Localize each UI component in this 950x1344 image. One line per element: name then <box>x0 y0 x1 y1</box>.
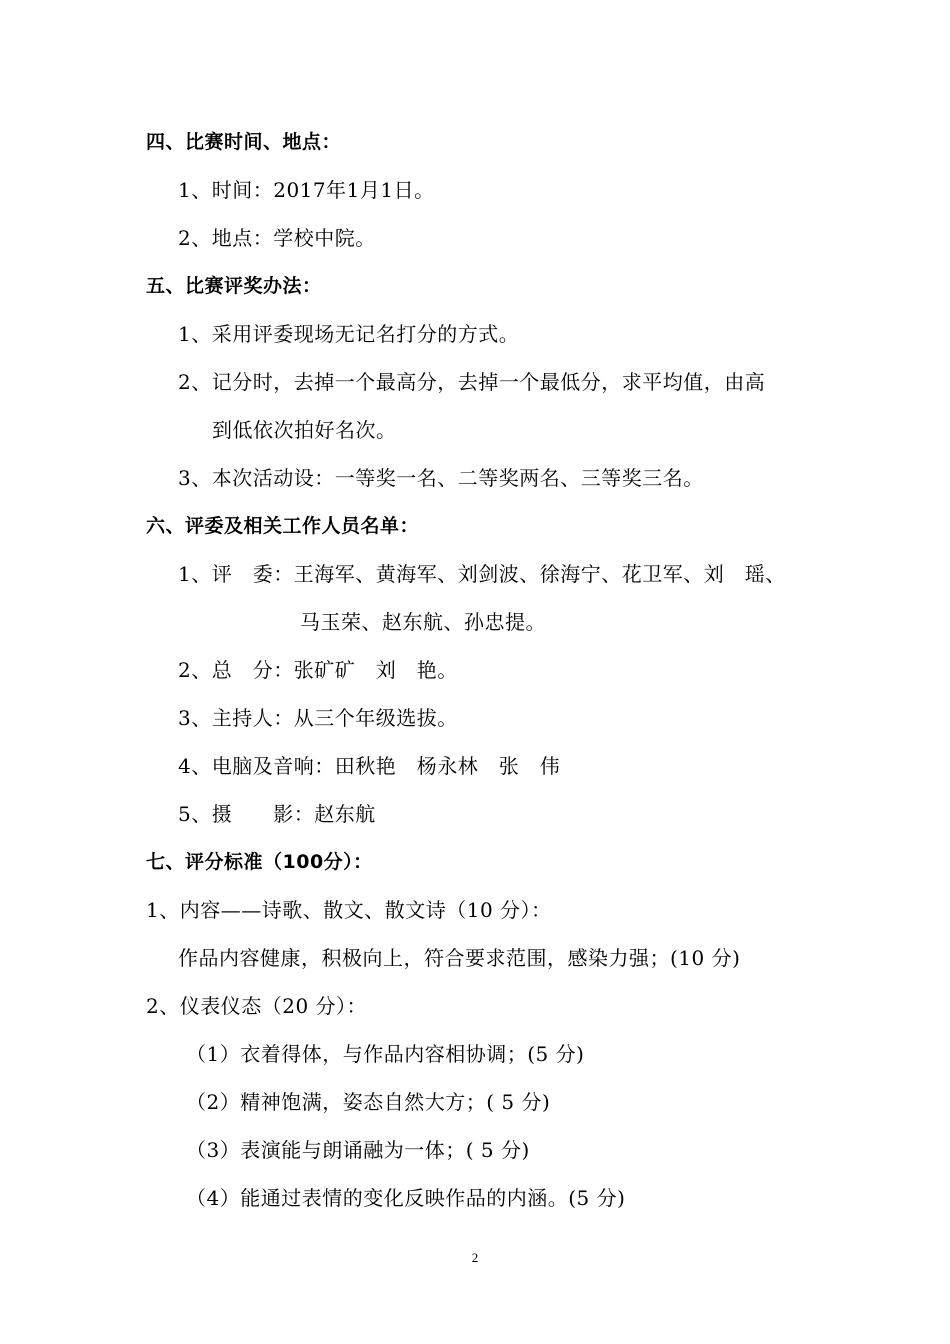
section-heading-time-place: 四、比赛时间、地点： <box>146 131 342 153</box>
criteria-content-description: 作品内容健康，积极向上，符合要求范围，感染力强；(10 分) <box>178 946 741 970</box>
criteria-content-title: 1、内容——诗歌、散文、散文诗（10 分）： <box>146 898 552 922</box>
criteria-appearance-item: （3）表演能与朗诵融为一体；( 5 分) <box>186 1138 530 1162</box>
criteria-appearance-item: （2）精神饱满，姿态自然大方；( 5 分) <box>186 1090 551 1114</box>
list-item-judges: 1、评 委：王海军、黄海军、刘剑波、徐海宁、花卫军、刘 瑶、 <box>178 562 786 586</box>
list-item-time: 1、时间：2017年1月1日。 <box>178 178 435 202</box>
list-item-place: 2、地点：学校中院。 <box>178 226 376 250</box>
list-item-prizes: 3、本次活动设：一等奖一名、二等奖两名、三等奖三名。 <box>178 466 704 490</box>
list-item-score-total: 2、总 分：张矿矿 刘 艳。 <box>178 658 458 682</box>
list-item-judges-continued: 马玉荣、赵东航、孙忠提。 <box>300 610 546 634</box>
list-item-host: 3、主持人：从三个年级选拔。 <box>178 706 458 730</box>
section-heading-staff-list: 六、评委及相关工作人员名单： <box>146 515 420 537</box>
page-number: 2 <box>471 1250 479 1265</box>
section-heading-scoring-criteria: 七、评分标准（100分）： <box>146 851 373 873</box>
section-heading-award-method: 五、比赛评奖办法： <box>146 275 322 297</box>
criteria-appearance-item: （1）衣着得体，与作品内容相协调；(5 分) <box>186 1042 585 1066</box>
list-item-anonymous-scoring: 1、采用评委现场无记名打分的方式。 <box>178 322 520 346</box>
criteria-appearance-item: （4）能通过表情的变化反映作品的内涵。(5 分) <box>186 1186 626 1210</box>
list-item-audio: 4、电脑及音响：田秋艳 杨永林 张 伟 <box>178 754 561 778</box>
list-item-average-scoring: 2、记分时，去掉一个最高分，去掉一个最低分，求平均值，由高 <box>178 370 766 394</box>
criteria-appearance-title: 2、仪表仪态（20 分）： <box>146 994 368 1018</box>
list-item-average-scoring-continued: 到低依次拍好名次。 <box>212 418 397 442</box>
list-item-photography: 5、摄 影：赵东航 <box>178 802 376 826</box>
